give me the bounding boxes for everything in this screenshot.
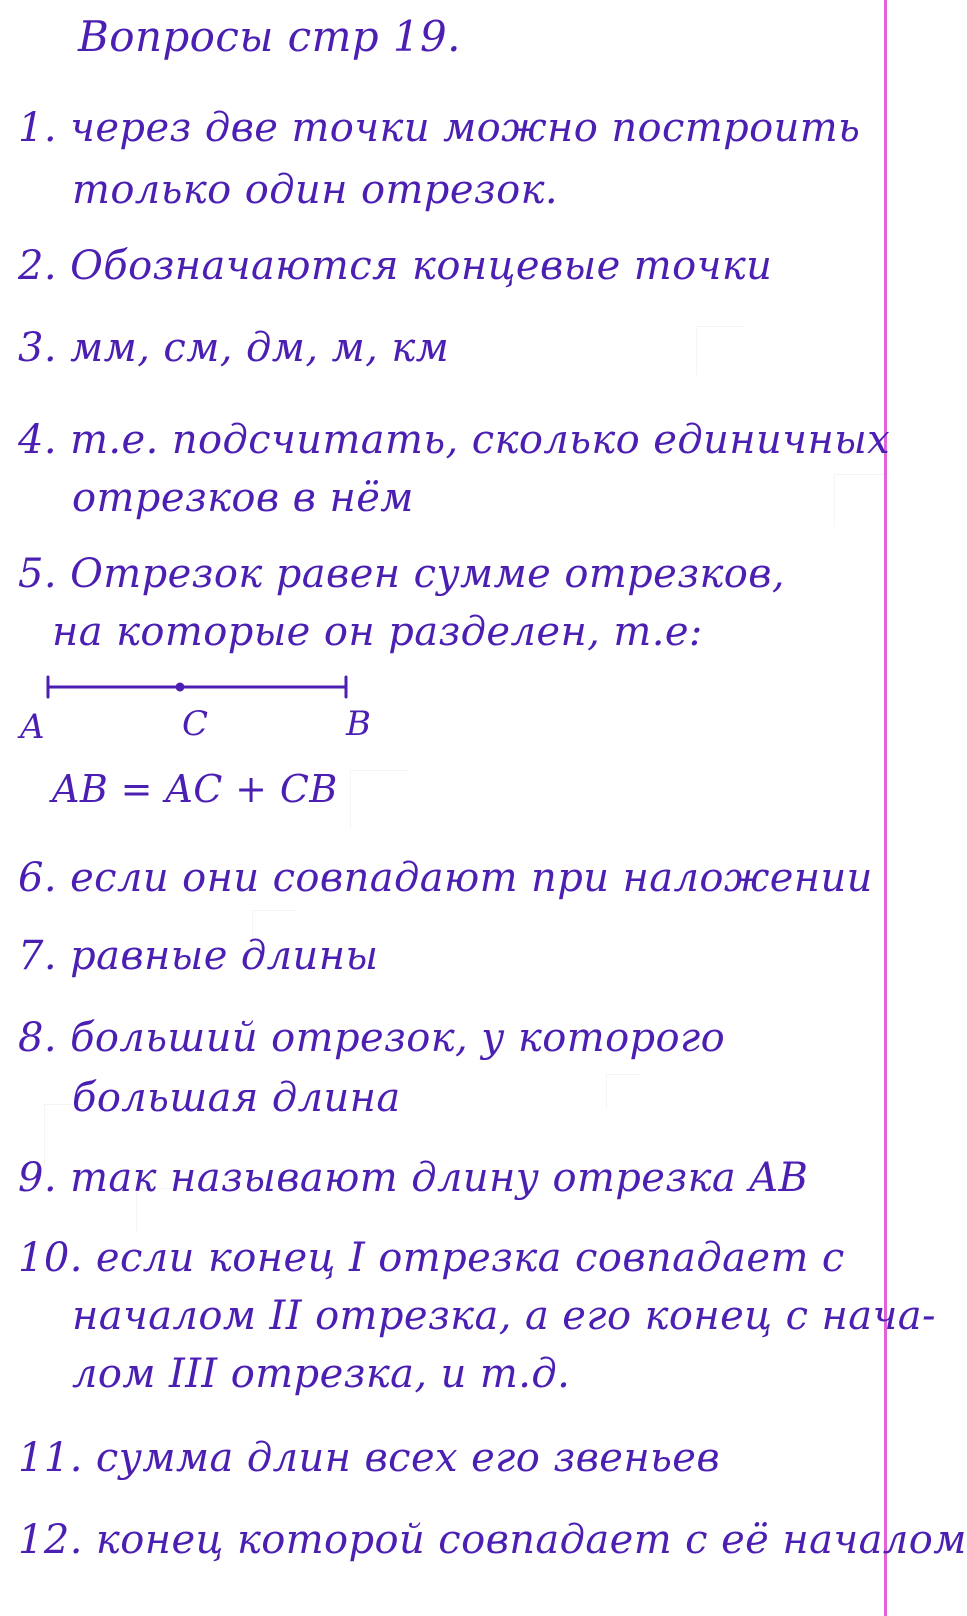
faint-grid-block [350,770,409,829]
answer-10-line-1: 10. если конец I отрезка совпадает с [18,1235,845,1281]
answer-7: 7. равные длины [18,933,379,979]
answer-6: 6. если они совпадают при наложении [18,855,873,901]
page-title: Вопросы стр 19. [78,12,461,61]
answer-3: 3. мм, см, дм, м, км [18,325,450,371]
answer-9: 9. так называют длину отрезка AB [18,1155,809,1201]
answer-8-line-1: 8. больший отрезок, у которого [18,1015,726,1061]
answer-5-line-2: на которые он разделен, т.е: [52,609,703,655]
segment-label-a: A [20,707,45,747]
answer-10-line-2: началом II отрезка, а его конец с нача- [72,1293,936,1339]
answer-12: 12. конец которой совпадает с её началом [18,1517,967,1563]
answer-5-line-1: 5. Отрезок равен сумме отрезков, [18,551,786,597]
answer-8-line-2: большая длина [72,1075,401,1121]
faint-grid-block [834,474,887,527]
faint-grid-block [606,1074,641,1109]
segment-label-c: C [182,704,209,744]
answer-2: 2. Обозначаются концевые точки [18,243,773,289]
answer-4-line-2: отрезков в нём [72,475,414,521]
answer-1-line-2: только один отрезок. [72,167,558,213]
answer-4-line-1: 4. т.е. подсчитать, сколько единичных [18,417,891,463]
answer-10-line-3: лом III отрезка, и т.д. [72,1351,571,1397]
segment-label-b: B [346,704,371,744]
segment-formula: AB = AC + CB [52,767,338,811]
answer-1-line-1: 1. через две точки можно построить [18,105,861,151]
margin-line [884,0,887,1616]
faint-grid-block [696,326,745,375]
answer-11: 11. сумма длин всех его звеньев [18,1435,721,1481]
